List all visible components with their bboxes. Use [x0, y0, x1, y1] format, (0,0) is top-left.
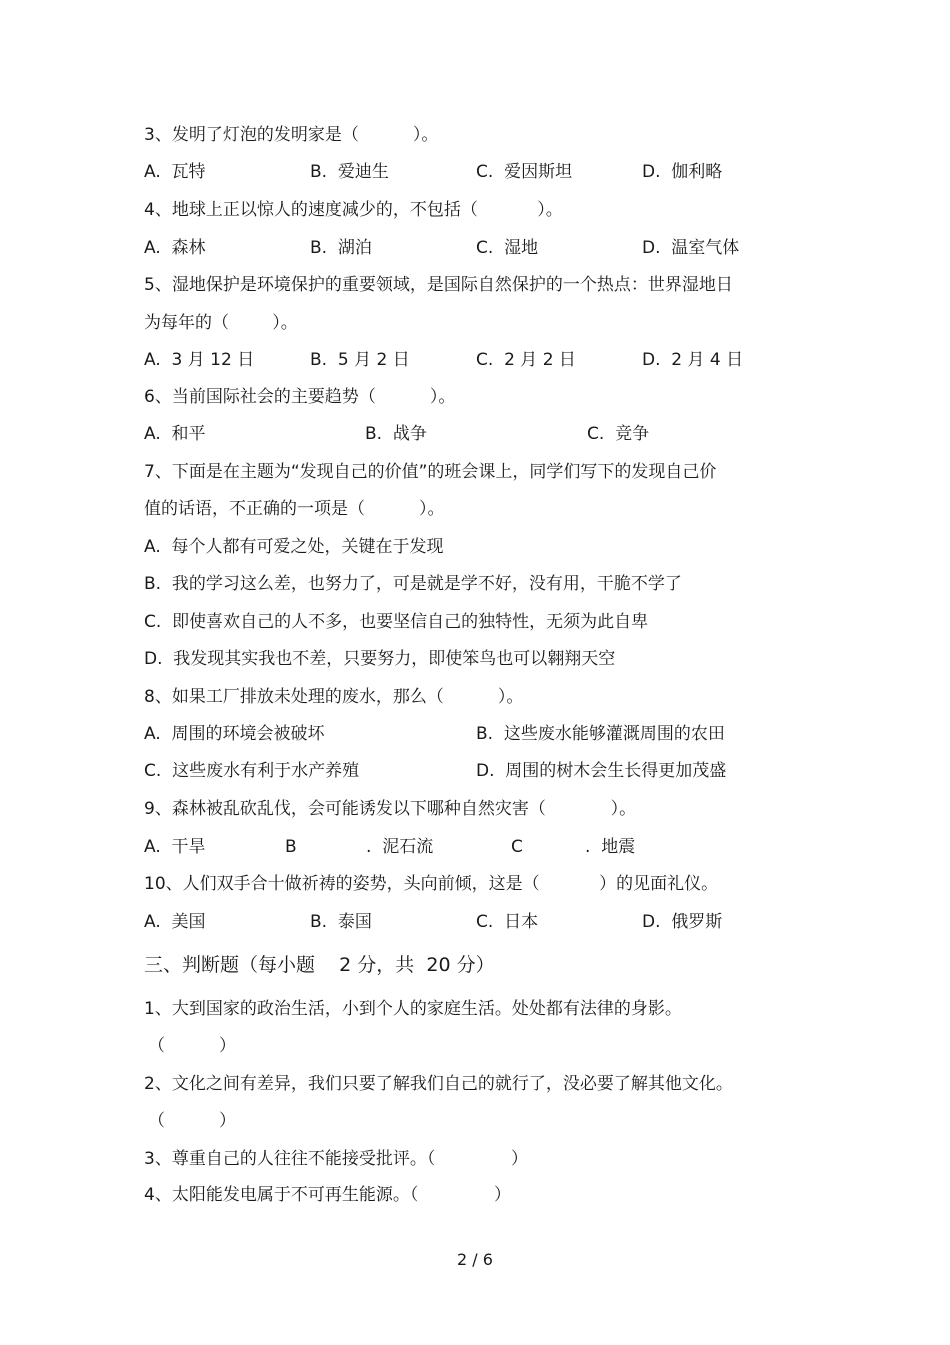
- q9-option-c-letter: C: [511, 837, 523, 857]
- q7-option-c: C. 即使喜欢自己的人不多，也要坚信自己的独特性，无须为此自卑: [144, 612, 649, 632]
- q10-option-b: B. 泰国: [310, 912, 372, 932]
- q3-option-d: D. 伽利略: [642, 162, 723, 182]
- q7-option-b: B. 我的学习这么差，也努力了，可是就是学不好，没有用，干脆不学了: [144, 574, 682, 594]
- q8-option-c: C. 这些废水有利于水产养殖: [144, 761, 360, 781]
- q9-option-b-letter: B: [285, 837, 297, 857]
- question-7-stem-line1: 7、下面是在主题为“发现自己的价值”的班会课上，同学们写下的发现自己价: [144, 462, 717, 482]
- q10-option-a: A. 美国: [144, 912, 206, 932]
- q5-option-a: A. 3 月 12 日: [144, 350, 255, 370]
- q7-option-d: D. 我发现其实我也不差，只要努力，即使笨鸟也可以翱翔天空: [144, 649, 616, 669]
- judgment-3-text: 3、尊重自己的人往往不能接受批评。（ ）: [144, 1149, 528, 1169]
- question-10-stem: 10、人们双手合十做祈祷的姿势，头向前倾，这是（ ）的见面礼仪。: [144, 874, 719, 894]
- q4-option-c: C. 湿地: [476, 238, 539, 258]
- q8-option-a: A. 周围的环境会被破坏: [144, 724, 325, 744]
- q4-option-d: D. 温室气体: [642, 238, 740, 258]
- q7-option-a: A. 每个人都有可爱之处，关键在于发现: [144, 537, 444, 557]
- q5-option-c: C. 2 月 2 日: [476, 350, 576, 370]
- q10-option-c: C. 日本: [476, 912, 539, 932]
- q6-option-a: A. 和平: [144, 424, 206, 444]
- q9-option-c-text: . 地震: [585, 837, 636, 857]
- q10-option-d: D. 俄罗斯: [642, 912, 723, 932]
- page-number: 2 / 6: [457, 1250, 493, 1269]
- question-5-stem-line2: 为每年的（ ）。: [144, 313, 298, 333]
- question-6-stem: 6、当前国际社会的主要趋势（ ）。: [144, 387, 456, 407]
- question-9-stem: 9、森林被乱砍乱伐，会可能诱发以下哪种自然灾害（ ）。: [144, 799, 637, 819]
- judgment-1-paren: （ ）: [148, 1036, 237, 1056]
- q3-option-a: A. 瓦特: [144, 162, 206, 182]
- question-7-stem-line2: 值的话语，不正确的一项是（ ）。: [144, 499, 445, 519]
- q8-option-b: B. 这些废水能够灌溉周围的农田: [476, 724, 725, 744]
- judgment-1-text: 1、大到国家的政治生活，小到个人的家庭生活。处处都有法律的身影。: [144, 999, 682, 1019]
- q5-option-b: B. 5 月 2 日: [310, 350, 410, 370]
- judgment-2-paren: （ ）: [148, 1111, 237, 1131]
- q3-option-c: C. 爱因斯坦: [476, 162, 573, 182]
- question-4-stem: 4、地球上正以惊人的速度减少的，不包括（ ）。: [144, 200, 563, 220]
- judgment-4-text: 4、太阳能发电属于不可再生能源。（ ）: [144, 1185, 511, 1205]
- q3-option-b: B. 爱迪生: [310, 162, 389, 182]
- q9-option-b-text: . 泥石流: [366, 837, 434, 857]
- q9-option-a: A. 干旱: [144, 837, 206, 857]
- question-3-stem: 3、发明了灯泡的发明家是（ ）。: [144, 125, 439, 145]
- q5-option-d: D. 2 月 4 日: [642, 350, 744, 370]
- q6-option-b: B. 战争: [365, 424, 427, 444]
- question-8-stem: 8、如果工厂排放未处理的废水，那么（ ）。: [144, 687, 524, 707]
- judgment-2-text: 2、文化之间有差异，我们只要了解我们自己的就行了，没必要了解其他文化。: [144, 1074, 733, 1094]
- q4-option-b: B. 湖泊: [310, 238, 372, 258]
- question-5-stem-line1: 5、湿地保护是环境保护的重要领域，是国际自然保护的一个热点：世界湿地日: [144, 275, 733, 295]
- q6-option-c: C. 竞争: [587, 424, 650, 444]
- q8-option-d: D. 周围的树木会生长得更加茂盛: [476, 761, 727, 781]
- section-3-title: 三、判断题（每小题 2 分，共 20 分）: [144, 954, 495, 976]
- q4-option-a: A. 森林: [144, 238, 206, 258]
